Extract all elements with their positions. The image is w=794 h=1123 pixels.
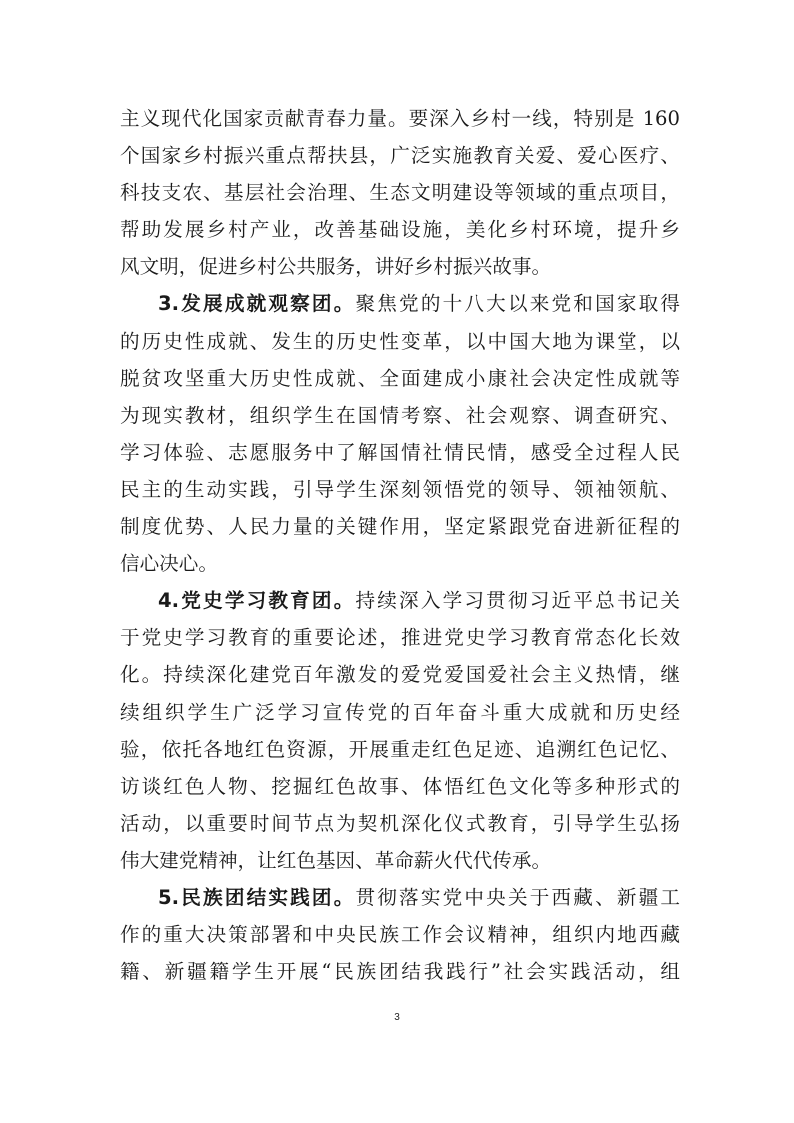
text-line [120, 582, 680, 619]
text-line: 风文明，促进乡村公共服务，讲好乡村振兴故事。 [120, 255, 552, 279]
text-line: 作的重大决策部署和中央民族工作会议精神，组织内地西藏 [120, 923, 680, 947]
text-line: 制度优势、人民力量的关键作用，坚定紧跟党奋进新征程的 [120, 515, 680, 539]
page-number: 3 [394, 1012, 400, 1023]
text-line: 主义现代化国家贡献青春力量。要深入乡村一线，特别是 160 [120, 107, 680, 130]
text-line-content: 贯彻落实党中央关于西藏、新疆工 [355, 885, 680, 909]
text-line: 访谈红色人物、挖掘红色故事、体悟红色文化等多种形式的 [120, 774, 680, 798]
text-line: 帮助发展乡村产业，改善基础设施，美化乡村环境，提升乡 [120, 218, 680, 242]
text-line: 伟大建党精神，让红色基因、革命薪火代代传承。 [120, 848, 552, 872]
section-heading: 4.党史学习教育团。 [158, 589, 356, 613]
section-heading: 3.发展成就观察团。 [158, 292, 356, 316]
text-line: 为现实教材，组织学生在国情考察、社会观察、调查研究、 [120, 403, 680, 427]
text-line: 信心决心。 [120, 552, 218, 576]
document-body [120, 100, 680, 990]
paragraph-development-achievements [120, 285, 680, 582]
text-line: 活动，以重要时间节点为契机深化仪式教育，引导学生弘扬 [120, 811, 680, 835]
text-line: 科技支农、基层社会治理、生态文明建设等领域的重点项目， [120, 181, 680, 205]
text-line: 民主的生动实践，引导学生深刻领悟党的领导、领袖领航、 [120, 477, 680, 501]
text-line: 化。持续深化建党百年激发的爱党爱国爱社会主义热情，继 [120, 663, 680, 687]
text-line-content: 聚焦党的十八大以来党和国家取得 [355, 292, 680, 316]
text-line: 学习体验、志愿服务中了解国情社情民情，感受全过程人民 [120, 440, 680, 464]
text-line-content: 持续深入学习贯彻习近平总书记关 [355, 589, 680, 613]
text-line: 续组织学生广泛学习宣传党的百年奋斗重大成就和历史经 [120, 700, 680, 724]
text-line: 籍、新疆籍学生开展“民族团结我践行”社会实践活动，组 [120, 960, 680, 984]
text-line [120, 285, 680, 322]
text-line: 的历史性成就、发生的历史性变革，以中国大地为课堂，以 [120, 329, 680, 353]
section-heading: 5.民族团结实践团。 [158, 885, 356, 909]
paragraph-ethnic-unity [120, 879, 680, 990]
text-line [120, 879, 680, 916]
text-line: 脱贫攻坚重大历史性成就、全面建成小康社会决定性成就等 [120, 366, 680, 390]
text-line: 于党史学习教育的重要论述，推进党史学习教育常态化长效 [120, 626, 680, 650]
paragraph-party-history [120, 582, 680, 879]
paragraph-continuation [120, 100, 680, 285]
text-line: 个国家乡村振兴重点帮扶县，广泛实施教育关爱、爱心医疗、 [120, 144, 680, 168]
text-line: 验，依托各地红色资源，开展重走红色足迹、追溯红色记忆、 [120, 737, 680, 761]
